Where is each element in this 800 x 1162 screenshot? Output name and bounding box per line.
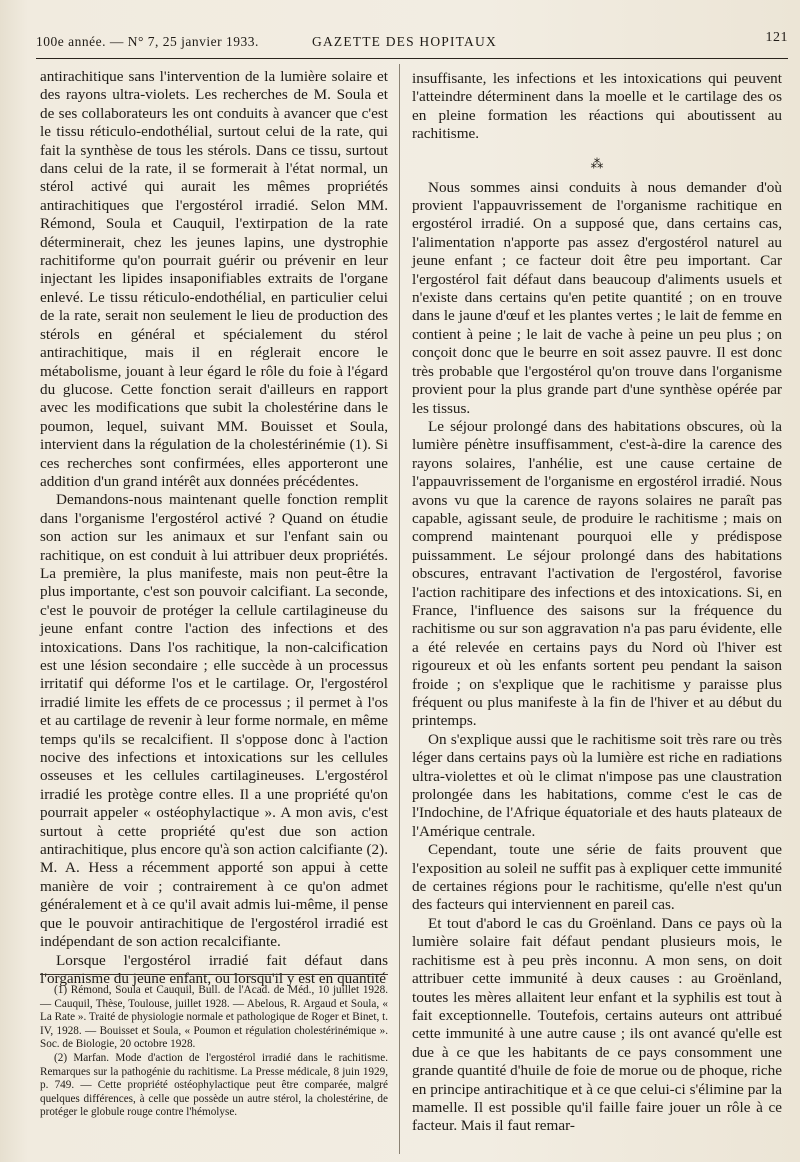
paragraph: On s'explique aussi que le rachitisme soit très rare ou très léger dans certains pays où la lumière est riche en radiations ultra-violettes et où le climat n'impose pas une claustration prolongée dans les habitations, comme c'est le cas de l'Indochine, de l'Afrique équatoriale et des hauts plateaux de l'Amérique centrale. (412, 730, 782, 840)
page-header (36, 30, 788, 52)
header-rule (36, 58, 788, 59)
right-column (412, 70, 782, 1136)
page-number: 121 (765, 30, 788, 45)
column-divider (399, 64, 400, 1154)
paragraph: Lorsque l'ergostérol irradié fait défaut dans l'organisme du jeune enfant, ou lorsqu'il y est en quantité (40, 951, 388, 987)
issue-info: 100e année. — N° 7, 25 janvier 1933. (36, 34, 259, 49)
paragraph: antirachitique sans l'intervention de la lumière solaire et des rayons ultra-violets. Les recherches de M. Soula et de ses collaborateurs les ont conduits à avancer que c'est le tissu réticulo-endothélial, surtout celui de la rate, qui fait la synthèse de tous les stérols. Dans ce tissu, surtout dans celui de la rate, il se formerait à l'état normal, un stérol activé qui aurait les mêmes propriétés antirachitiques que l'ergostérol irradié. Selon MM. Rémond, Soula et Cauquil, l'extirpation de la rate déterminerait, chez les jeunes lapins, une dystrophie rachitiforme qu'on pourrait guérir ou prévenir en leur injectant les lipides insaponifiables extraits de l'organe enlevé. Le tissu réticulo-endothélial, en particulier celui de la rate, serait non seulement le lieu de production des stérols en général et spécialement du stérol antirachitique, mais il en réglerait encore le métabolisme, jouant à leur égard le rôle du foie à l'égard du glucose. Cette fonction serait d'ailleurs en rapport avec les modifications que subit la cholestérine dans le poumon, lequel, suivant MM. Bouisset et Soula, intervient dans la régulation de la cholestérinémie (1). Si ces recherches sont confirmées, elles apporteront une addition d'un grand intérêt aux données précédentes. (40, 68, 388, 490)
paragraph: Nous sommes ainsi conduits à nous demander d'où provient l'appauvrissement de l'organisme rachitique en ergostérol irradié. On a supposé que, dans certains cas, l'alimentation n'apporte pas assez d'ergostérol naturel au jeune enfant ; ce facteur doit être peu important. Car l'ergostérol fait défaut dans beaucoup d'aliments usuels et n'existe dans certains qu'en petite quantité ; on en trouve dans le jaune d'œuf et les plantes vertes ; le lait de femme en contient à peine ; le lait de vache à peine un peu plus ; on conçoit donc que le beurre en soit assez pauvre. Il est donc très probable que l'ergostérol qu'on trouve dans l'organisme provient pour la plus grande part d'une synthèse opérée par les tissus. (412, 178, 782, 417)
footnote-rule (40, 974, 388, 975)
paragraph: insuffisante, les infections et les intoxications qui peuvent l'atteindre déterminent dans la moelle et le cartilage des os en pleine formation les réactions qui aboutissent au rachitisme. (412, 70, 782, 143)
paragraph: Cependant, toute une série de faits prouvent que l'exposition au soleil ne suffit pas à expliquer cette immunité de certaines régions pour le rachitisme, qu'elle n'est qu'un des facteurs qui interviennent en pareil cas. (412, 841, 782, 914)
paragraph: Et tout d'abord le cas du Groënland. Dans ce pays où la lumière solaire fait défaut pendant plusieurs mois, le rachitisme est à peu près inconnu. A mon sens, on doit attribuer cette immunité à deux causes : au Groënland, toutes les mères allaitent leur enfant et la syphilis est tout à fait exceptionnelle. Toutefois, certains auteurs ont attribué cette immunité à une autre cause ; ils ont avancé qu'elle est due à ce que les habitants de ce pays consomment une grande quantité d'huile de foie de morue ou de phoque, riche en principe antirachitique et à ce que celui-ci s'élimine par la mamelle. Il est possible qu'il faille faire jouer un rôle à ce facteur. Mais il faut remar- (412, 914, 782, 1135)
paragraph: Le séjour prolongé dans des habitations obscures, où la lumière pénètre insuffisamment, c'est-à-dire la carence des rayons solaires, l'anhélie, est une cause certaine de l'appauvrissement de l'organisme en ergostérol irradié. Nous avons vu que la carence de rayons solaires ne paraît pas capable, agissant seule, de produire le rachitisme ; mais on comprend maintenant pourquoi elle y prédispose puissamment. Le séjour prolongé dans des habitations obscures, entravant l'activation de l'ergostérol, favorise l'action rachitipare des infections et des intoxications. Si, en France, l'influence des saisons sur la fréquence du rachitisme ou sur son aggravation n'a pas paru évidente, elle a été relevée en certains pays du Nord où l'hiver est rigoureux et où les enfants sortent peu pendant la saison froide ; on s'explique que le rachitisme y paraisse plus fréquent ou plus manifeste à la fin de l'hiver et au début du printemps. (412, 417, 782, 730)
section-separator: ⁂ (590, 155, 604, 171)
footnotes (40, 984, 388, 1120)
journal-title: GAZETTE DES HOPITAUX (312, 34, 497, 49)
paragraph: Demandons-nous maintenant quelle fonction remplit dans l'organisme l'ergostérol activé ? Quand on étudie son action sur les animaux et sur l'enfant sain ou rachitique, on est conduit à lui attribuer deux propriétés. La première, la plus manifeste, mais non peut-être la plus importante, c'est son pouvoir calcifiant. La seconde, c'est le pouvoir de protéger la cellule cartilagineuse du jeune enfant contre l'action des infections et des intoxications. Dans l'os rachitique, la non-calcification est une lésion secondaire ; elle succède à un processus irritatif qui déforme l'os et le cartilage. Or, l'ergostérol irradié limite les effets de ce processus ; il permet à l'os et au cartilage de revenir à leur forme normale, en même temps qu'ils se recalcifient. Il s'oppose donc à l'action nocive des infections et intoxications sur les cellules osseuses et les cellules cartilagineuses. L'ergostérol irradié les protège contre elles. Il a une propriété qu'on pourrait appeler « ostéophylactique ». A mon avis, c'est surtout à cette propriété qu'est due son action antirachitique, plus encore qu'à son action calcifiante (2). M. A. Hess a récemment apporté son appui à cette manière de voir ; contrairement à ce qu'on admet généralement et à ce qu'il avait admis lui-même, il pense que le pouvoir antirachitique de l'ergostérol irradié est indépendant de son action recalcifiante. (40, 491, 388, 951)
footnote: (1) Rémond, Soula et Cauquil, Bull. de l'Acad. de Méd., 10 juillet 1928. — Cauquil, Thèse, Toulouse, juillet 1928. — Abelous, R. Argaud et Soula, « La Rate ». Traité de physiologie normale et pathologique de Roger et Binet, t. IV, 1928. — Bouisset et Soula, « Poumon et régulation cholestérinémique ». Soc. de Biologie, 20 octobre 1928. (40, 984, 388, 1051)
left-column (40, 68, 388, 988)
footnote: (2) Marfan. Mode d'action de l'ergostérol irradié dans le rachitisme. Remarques sur la pathogénie du rachitisme. La Presse médicale, 8 juin 1929, p. 749. — Cette propriété ostéophylactique peut être comparée, malgré quelques différences, à celle que possède un autre stérol, la cholestérine, de protéger le globule rouge contre l'hémolyse. (40, 1051, 388, 1119)
